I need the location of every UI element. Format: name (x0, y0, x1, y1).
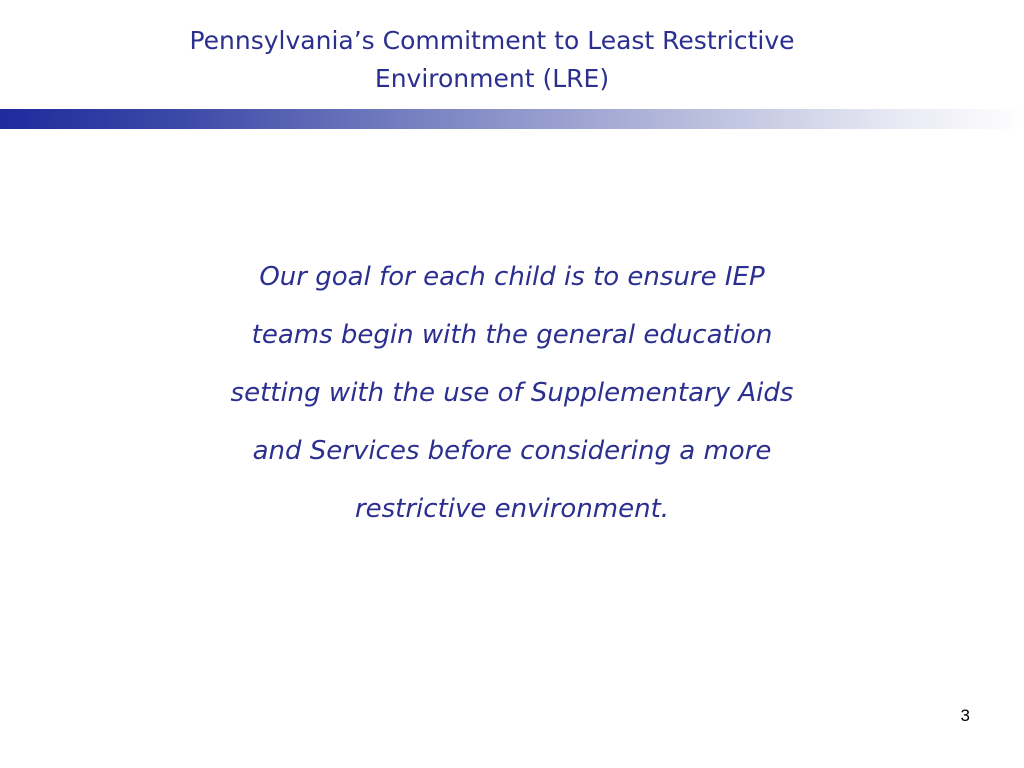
goal-statement-line-2: teams begin with the general education (251, 320, 773, 350)
page-number: 3 (960, 706, 970, 725)
slide-title (112, 22, 872, 98)
slide-title-line-1: Pennsylvania’s Commitment to Least Restrictive (189, 26, 795, 55)
goal-statement (180, 248, 844, 538)
goal-statement-line-1: Our goal for each child is to ensure IEP (259, 262, 765, 292)
title-underline-gradient-bar (0, 109, 1024, 129)
goal-statement-line-3: setting with the use of Supplementary Aids (230, 378, 794, 408)
slide-title-line-2: Environment (LRE) (374, 64, 610, 93)
goal-statement-line-5: restrictive environment. (354, 494, 670, 524)
goal-statement-line-4: and Services before considering a more (252, 436, 772, 466)
